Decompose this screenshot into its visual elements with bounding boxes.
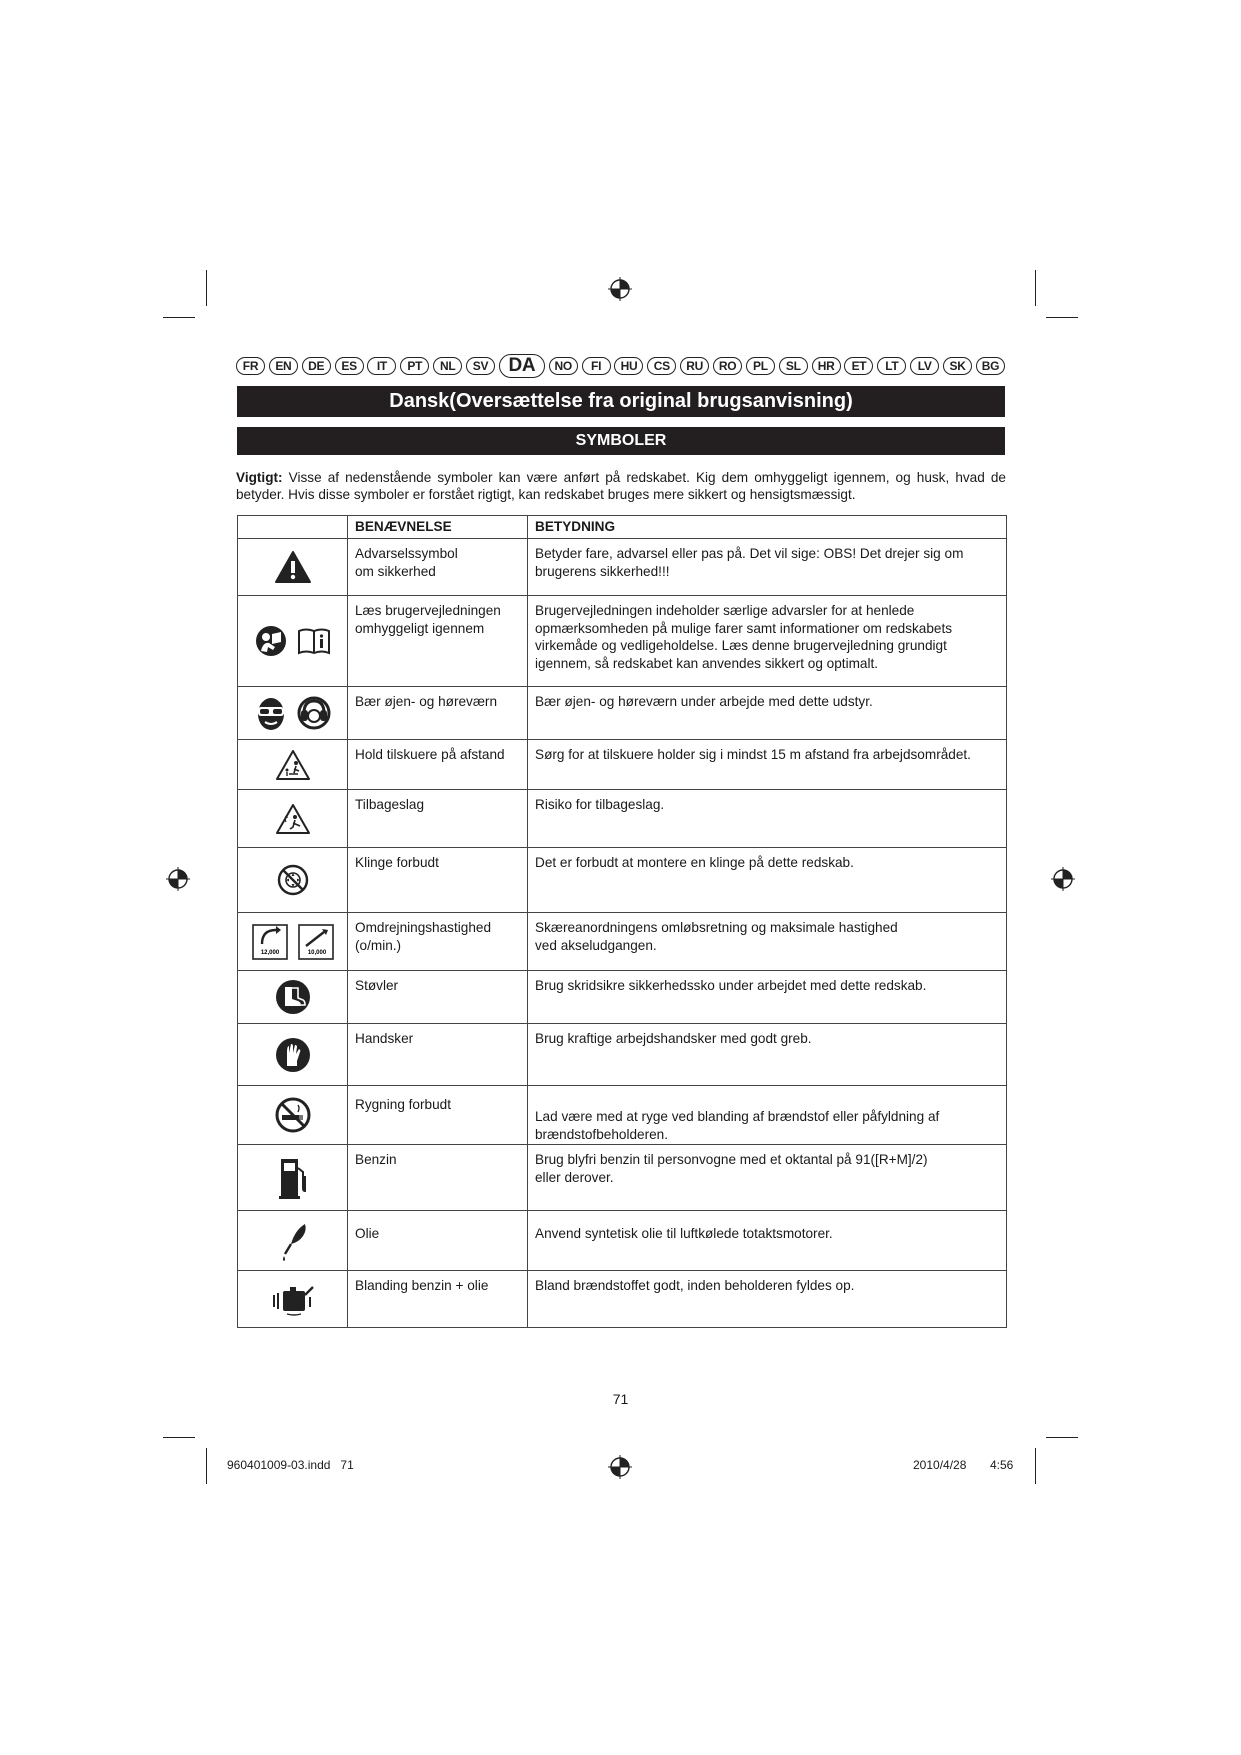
symbol-meaning: Anvend syntetisk olie til luftkølede totaktsmotorer. — [528, 1211, 1007, 1271]
crop-mark — [1035, 270, 1036, 306]
fuel-pump-icon — [278, 1156, 308, 1200]
language-tab-no[interactable]: NO — [549, 357, 578, 375]
symbol-cell — [238, 687, 348, 740]
registration-mark-icon — [608, 277, 632, 301]
symbol-cell — [238, 913, 348, 971]
footer-date: 2010/4/28 — [913, 1458, 967, 1472]
symbol-cell — [238, 596, 348, 687]
symbol-meaning: Brug skridsikre sikkerhedssko under arbejdet med dette redskab. — [528, 971, 1007, 1024]
language-tab-ru[interactable]: RU — [680, 357, 709, 375]
table-row — [238, 913, 1007, 971]
symbol-meaning: Skæreanordningens omløbsretning og maksimale hastighed ved akseludgangen. — [528, 913, 1007, 971]
symbol-cell — [238, 790, 348, 848]
symbol-name: Benzin — [348, 1145, 528, 1211]
crop-mark — [163, 317, 195, 318]
language-tab-ro[interactable]: RO — [713, 357, 742, 375]
language-bar — [236, 354, 1005, 378]
rotation-speed-label: 12,000 — [260, 949, 279, 956]
read-manual-icon — [255, 625, 287, 657]
footer-file: 960401009-03.indd 71 — [227, 1458, 354, 1472]
table-row — [238, 687, 1007, 740]
section-title: SYMBOLER — [237, 427, 1005, 455]
language-tab-hr[interactable]: HR — [812, 357, 841, 375]
symbol-meaning: Bland brændstoffet godt, inden beholderen fyldes op. — [528, 1271, 1007, 1328]
registration-mark-icon — [1051, 867, 1075, 891]
table-row — [238, 790, 1007, 848]
table-row — [238, 971, 1007, 1024]
symbol-meaning: Det er forbudt at montere en klinge på dette redskab. — [528, 848, 1007, 913]
symbol-meaning: Sørg for at tilskuere holder sig i mindst 15 m afstand fra arbejdsområdet. — [528, 740, 1007, 790]
registration-mark-icon — [608, 1455, 632, 1479]
symbol-name: Hold tilskuere på afstand — [348, 740, 528, 790]
gloves-icon — [275, 1037, 311, 1073]
symbol-name: Bær øjen- og høreværn — [348, 687, 528, 740]
page-title: Dansk(Oversættelse fra original brugsanvisning) — [237, 386, 1005, 417]
manual-book-icon — [297, 627, 331, 655]
symbol-name: Støvler — [348, 971, 528, 1024]
language-tab-sk[interactable]: SK — [943, 357, 972, 375]
kickback-warning-icon — [274, 802, 312, 836]
symbol-name: Blanding benzin + olie — [348, 1271, 528, 1328]
symbol-cell — [238, 740, 348, 790]
table-row — [238, 596, 1007, 687]
symbol-name: Klinge forbudt — [348, 848, 528, 913]
symbol-cell — [238, 1211, 348, 1271]
registration-mark-icon — [166, 867, 190, 891]
rotation-speed-icon — [298, 924, 334, 960]
hearing-protection-icon — [297, 696, 331, 730]
crop-mark — [1046, 1437, 1078, 1438]
symbol-cell — [238, 1271, 348, 1328]
intro-bold-label: Vigtigt: — [236, 470, 283, 485]
table-row — [238, 1024, 1007, 1086]
language-tab-pl[interactable]: PL — [746, 357, 775, 375]
symbol-name: Tilbageslag — [348, 790, 528, 848]
table-header-row — [238, 516, 1007, 539]
symbol-name: Handsker — [348, 1024, 528, 1086]
symbol-cell — [238, 848, 348, 913]
table-row — [238, 1211, 1007, 1271]
crop-mark — [1035, 1448, 1036, 1484]
crop-mark — [1046, 317, 1078, 318]
table-row — [238, 1271, 1007, 1328]
header-meaning-col: BETYDNING — [528, 516, 1007, 539]
language-tab-da[interactable]: DA — [499, 354, 545, 378]
language-tab-it[interactable]: IT — [367, 357, 396, 375]
symbol-name: Omdrejningshastighed (o/min.) — [348, 913, 528, 971]
oil-can-icon — [277, 1220, 309, 1262]
language-tab-cs[interactable]: CS — [647, 357, 676, 375]
table-row — [238, 1145, 1007, 1211]
symbol-cell — [238, 971, 348, 1024]
blade-prohibited-icon — [276, 863, 310, 897]
language-tab-hu[interactable]: HU — [614, 357, 643, 375]
warning-triangle-icon — [274, 550, 312, 584]
symbol-meaning: Risiko for tilbageslag. — [528, 790, 1007, 848]
fuel-mix-icon — [268, 1281, 318, 1317]
intro-text: Visse af nedenstående symboler kan være anført på redskabet. Kig dem omhyggeligt igennem, og husk, hvad de betyder. Hvis disse symboler er forstået rigtigt, kan redskabet bruges mere sikkert og hensigtsmæssigt. — [236, 470, 1006, 502]
language-tab-lv[interactable]: LV — [910, 357, 939, 375]
footer-time: 4:56 — [990, 1458, 1014, 1472]
language-tab-de[interactable]: DE — [302, 357, 331, 375]
rotation-speed-label: 10,000 — [307, 949, 326, 956]
bystanders-warning-icon — [274, 748, 312, 782]
symbol-cell — [238, 1145, 348, 1211]
no-smoking-icon — [274, 1096, 312, 1134]
language-tab-lt[interactable]: LT — [877, 357, 906, 375]
symbol-name: Olie — [348, 1211, 528, 1271]
symbols-table — [237, 515, 1007, 1328]
language-tab-es[interactable]: ES — [335, 357, 364, 375]
rotation-speed-icon — [252, 924, 288, 960]
symbol-cell — [238, 1086, 348, 1145]
page-number: 71 — [612, 1391, 629, 1407]
symbol-cell — [238, 539, 348, 596]
header-name-col: BENÆVNELSE — [348, 516, 528, 539]
language-tab-fi[interactable]: FI — [582, 357, 611, 375]
symbol-meaning: Brug blyfri benzin til personvogne med et oktantal på 91([R+M]/2) eller derover. — [528, 1145, 1007, 1211]
symbol-cell — [238, 1024, 348, 1086]
boots-icon — [275, 979, 311, 1015]
eye-protection-icon — [255, 695, 287, 731]
language-tab-nl[interactable]: NL — [433, 357, 462, 375]
symbol-meaning: Brug kraftige arbejdshandsker med godt greb. — [528, 1024, 1007, 1086]
language-tab-fr[interactable]: FR — [236, 357, 265, 375]
symbol-name: Advarselssymbol om sikkerhed — [348, 539, 528, 596]
symbol-meaning: Lad være med at ryge ved blanding af brændstof eller påfyldning af brændstofbeholderen. — [528, 1086, 1007, 1145]
language-tab-bg[interactable]: BG — [976, 357, 1005, 375]
language-tab-sv[interactable]: SV — [466, 357, 495, 375]
symbol-name: Læs brugervejledningen omhyggeligt igennem — [348, 596, 528, 687]
language-tab-pt[interactable]: PT — [400, 357, 429, 375]
symbol-meaning: Brugervejledningen indeholder særlige advarsler for at henlede opmærksomheden på mulige farer samt informationer om redskabets virkemåde og vedligeholdelse. Læs denne brugervejledning grundigt igennem, så redskabet kan anvendes sikkert og optimalt. — [528, 596, 1007, 687]
table-row — [238, 740, 1007, 790]
crop-mark — [163, 1437, 195, 1438]
symbol-meaning: Bær øjen- og høreværn under arbejde med dette udstyr. — [528, 687, 1007, 740]
language-tab-et[interactable]: ET — [844, 357, 873, 375]
symbol-meaning: Betyder fare, advarsel eller pas på. Det vil sige: OBS! Det drejer sig om brugerens sikkerhed!!! — [528, 539, 1007, 596]
table-row — [238, 539, 1007, 596]
symbol-name: Rygning forbudt — [348, 1086, 528, 1145]
crop-mark — [206, 1448, 207, 1484]
language-tab-en[interactable]: EN — [269, 357, 298, 375]
table-row — [238, 1086, 1007, 1145]
crop-mark — [206, 270, 207, 306]
intro-paragraph — [236, 469, 1006, 503]
language-tab-sl[interactable]: SL — [779, 357, 808, 375]
header-icon-col — [238, 516, 348, 539]
table-row — [238, 848, 1007, 913]
